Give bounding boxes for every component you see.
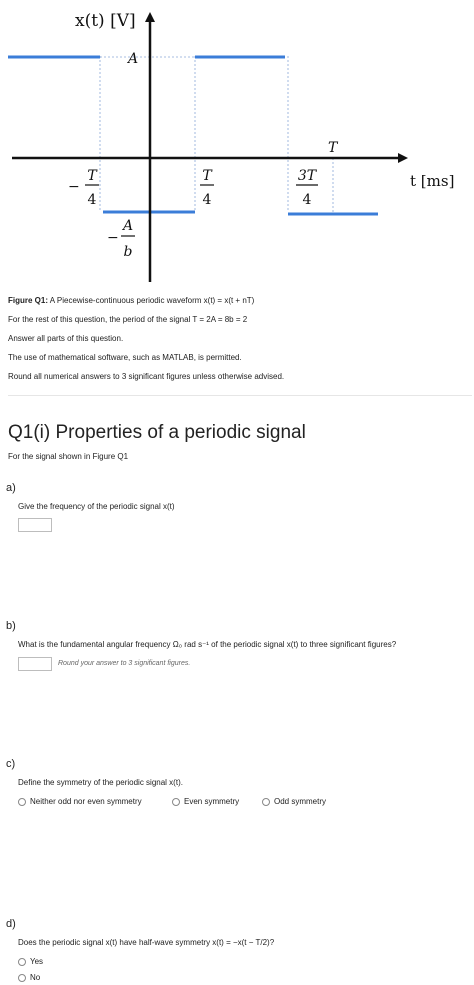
note-software: The use of mathematical software, such as MATLAB, is permitted. <box>8 353 242 362</box>
frac-t4-den: 4 <box>202 192 212 208</box>
question-b-text: What is the fundamental angular frequency Ω₀ rad s⁻¹ of the periodic signal x(t) to three significant figures? <box>18 640 397 649</box>
label-T: T <box>328 140 338 156</box>
option-even-label: Even symmetry <box>184 797 240 806</box>
frac-ab-den: b <box>123 244 133 260</box>
option-yes-label: Yes <box>30 957 44 966</box>
section-title: Q1(i) Properties of a periodic signal <box>8 422 306 443</box>
option-no-label: No <box>30 973 41 982</box>
frac-3t4-den: 4 <box>302 192 312 208</box>
frac-neg-t4-den: 4 <box>87 192 97 208</box>
neg-sign-ab: − <box>107 230 119 246</box>
option-odd-symmetry[interactable] <box>262 797 326 806</box>
radio-yes[interactable] <box>18 958 26 966</box>
label-A: A <box>128 51 139 67</box>
frac-t4-num: T <box>202 168 212 184</box>
note-answer-all: Answer all parts of this question. <box>8 334 124 343</box>
radio-odd[interactable] <box>262 798 270 806</box>
caption-bold: Figure Q1: <box>8 296 49 305</box>
option-neither-symmetry[interactable] <box>18 797 142 806</box>
frac-ab-num: A <box>122 218 134 234</box>
x-axis-arrow <box>398 153 408 163</box>
note-period: For the rest of this question, the period of the signal T = 2A = 8b = 2 <box>8 315 248 324</box>
question-c-letter: c) <box>6 758 16 770</box>
y-axis-arrow <box>145 12 155 22</box>
radio-even[interactable] <box>172 798 180 806</box>
frac-neg-t4-num: T <box>87 168 97 184</box>
option-odd-label: Odd symmetry <box>274 797 327 806</box>
question-a-letter: a) <box>6 482 16 494</box>
answer-a-input[interactable] <box>18 518 52 532</box>
answer-b-hint: Round your answer to 3 significant figures. <box>58 660 191 667</box>
answer-b-input[interactable] <box>18 657 52 671</box>
waveform-figure <box>0 0 474 290</box>
question-c-text: Define the symmetry of the periodic signal x(t). <box>18 778 183 787</box>
divider <box>8 395 472 396</box>
option-even-symmetry[interactable] <box>172 797 239 806</box>
x-axis-label: t [ms] <box>410 172 455 190</box>
question-b-letter: b) <box>6 620 16 632</box>
caption-text: A Piecewise-continuous periodic waveform x(t) = x(t + nT) <box>48 296 255 305</box>
radio-neither[interactable] <box>18 798 26 806</box>
y-axis-label: x(t) [V] <box>75 11 136 31</box>
waveform <box>8 57 378 214</box>
figure-caption <box>8 296 254 305</box>
option-neither-label: Neither odd nor even symmetry <box>30 797 142 806</box>
neg-sign-t4: − <box>68 179 80 195</box>
question-d-text: Does the periodic signal x(t) have half-wave symmetry x(t) = −x(t − T/2)? <box>18 938 275 947</box>
question-d-letter: d) <box>6 918 16 930</box>
note-rounding: Round all numerical answers to 3 significant figures unless otherwise advised. <box>8 372 285 381</box>
question-a-text: Give the frequency of the periodic signal x(t) <box>18 502 175 511</box>
option-no[interactable] <box>18 973 40 982</box>
option-yes[interactable] <box>18 957 43 966</box>
radio-no[interactable] <box>18 974 26 982</box>
section-subtitle: For the signal shown in Figure Q1 <box>8 452 129 461</box>
frac-3t4-num: 3T <box>297 168 317 184</box>
